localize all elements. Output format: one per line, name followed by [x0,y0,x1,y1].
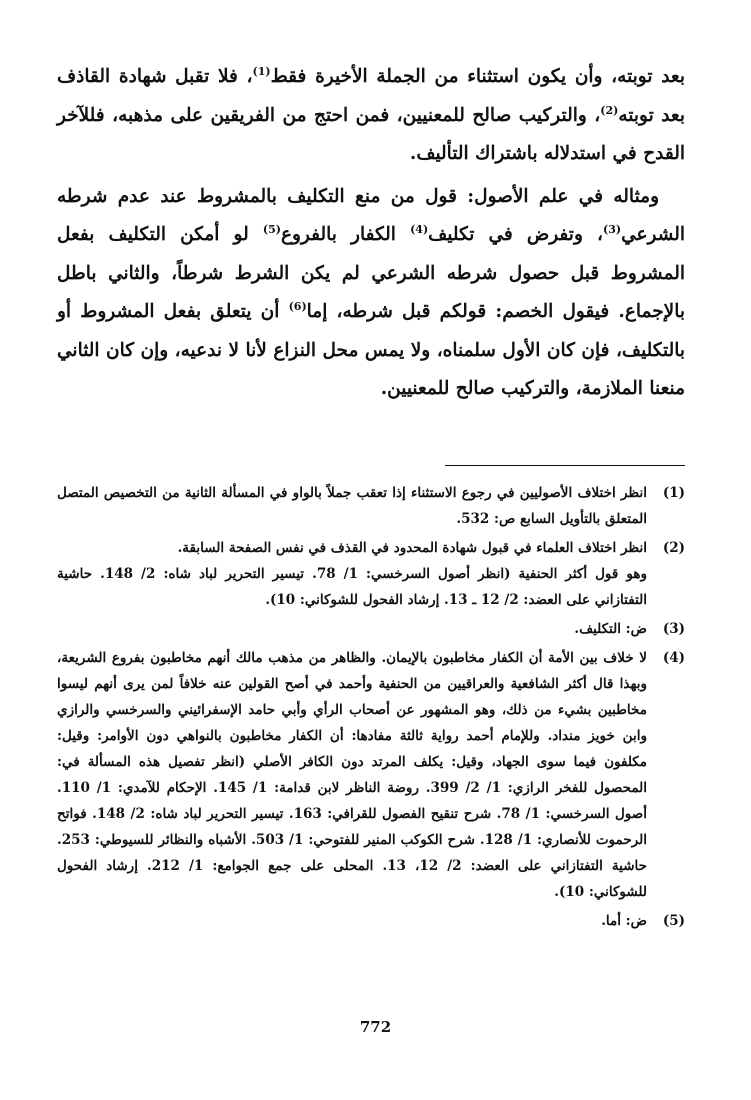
footnote-ref-5[interactable]: (5) [262,222,281,236]
text-run: الكفار بالفروع [280,224,411,245]
footnote-number: (4) [662,649,685,666]
footnote-ref-3[interactable]: (3) [602,222,622,236]
main-text [57,58,685,409]
footnote-1 [57,480,685,532]
text-run: بعد توبته، وأن يكون استثناء من الجملة الأخيرة فقط [270,66,685,87]
text-run: ، والتركيب صالح للمعنيين، فمن احتج من الفريقين على مذهبه، فللآخر القدح في استدلاله باشتراك التأليف. [57,104,685,164]
footnote-body [57,645,647,905]
footnote-number: (2) [662,539,685,556]
footnote-line: ض: التكليف. [574,620,647,637]
footnote-separator [445,465,685,466]
footnote-line: انظر اختلاف العلماء في قبول شهادة المحدود في القذف في نفس الصفحة السابقة. [177,539,647,556]
footnote-line: ض: أما. [601,912,647,929]
footnote-number: (3) [662,620,685,637]
text-run: ومثاله في علم الأصول: قول من منع التكليف بالمشروط عند عدم شرطه الشرعي [57,185,686,245]
text-run: ، فلا تقبل شهادة القاذف بعد توبته [57,66,685,126]
footnote-ref-1[interactable]: (1) [252,64,271,78]
footnote-body [57,535,647,613]
footnote-2 [57,535,685,613]
footnote-ref-2[interactable]: (2) [600,103,619,117]
text-run: لو أمكن التكليف بفعل المشروط قبل حصول شرطه الشرعي لم يكن الشرط شرطاً، والثاني باطل بالإجماع. فيقول الخصم: قولكم قبل شرطه، إما [57,224,685,322]
footnote-number: (5) [662,912,685,929]
footnote-line: انظر اختلاف الأصوليين في رجوع الاستثناء إذا تعقب جملاً بالواو في المسألة الثانية من التخصيص المتصل المتعلق بالتأويل السابع ص: 532. [57,484,647,527]
text-run: أن يتعلق بفعل المشروط أو بالتكليف، فإن كان الأول سلمناه، ولا يمس محل النزاع لأنا لا ندعيه، وإن كان الثاني منعنا الملازمة، والتركيب صالح للمعنيين. [57,301,685,399]
paragraph-1 [57,58,685,174]
footnote-number: (1) [662,484,685,501]
footnote-ref-6[interactable]: (6) [288,299,307,313]
footnote-3 [57,616,685,642]
footnote-ref-4[interactable]: (4) [410,222,429,236]
document-page [57,58,685,937]
paragraph-2 [57,178,685,409]
footnote-body [57,908,647,934]
footnote-line: وهو قول أكثر الحنفية (انظر أصول السرخسي: 1/ 78. تيسير التحرير لباد شاه: 2/ 148. حاشية التفتازاني على العضد: 2/ 12 ـ 13. إرشاد الفحول للشوكاني: 10). [57,565,648,608]
footnote-4 [57,645,685,905]
text-run: ، وتفرض في تكليف [428,224,603,245]
footnote-body [57,616,647,642]
page-number: 772 [359,1018,392,1036]
footnotes [57,480,685,934]
footnote-line: لا خلاف بين الأمة أن الكفار مخاطبون بالإيمان. والظاهر من مذهب مالك أنهم مخاطبون بفروع الشريعة، وبهذا قال أكثر الشافعية والعراقيين من الحنفية وأحمد في أصح القولين عنه خلافاً لمن يرى أنهم ليسوا مخاطبين بشيء من ذلك، وهو المشهور عن أصحاب الرأي وأبي حامد الإسفرائيني والسرخسي والرازي وابن خويز منداد. وللإمام أحمد رواية ثالثة مفادها: أن الكفار مخاطبون بالنواهي دون الأوامر: وقيل: مكلفون فيما سوى الجهاد، وقيل: يكلف المرتد دون الكافر الأصلي (انظر تفصيل هذه المسألة في: المحصول للفخر الرازي: 1/ 2/ 399. روضة الناظر لابن قدامة: 1/ 145. الإحكام للآمدي: 1/ 110. أصول السرخسي: 1/ 78. شرح تنقيح الفصول للقرافي: 163. تيسير التحرير لباد شاه: 2/ 148. فواتح الرحموت للأنصاري: 1/ 128. شرح الكوكب المنير للفتوحي: 1/ 503. الأشباه والنظائر للسيوطي: 253. حاشية التفتازاني على العضد: 2/ 12، 13. المحلى على جمع الجوامع: 1/ 212. إرشاد الفحول للشوكاني: 10). [57,649,648,900]
footnote-body [57,480,647,532]
footnote-5 [57,908,685,934]
